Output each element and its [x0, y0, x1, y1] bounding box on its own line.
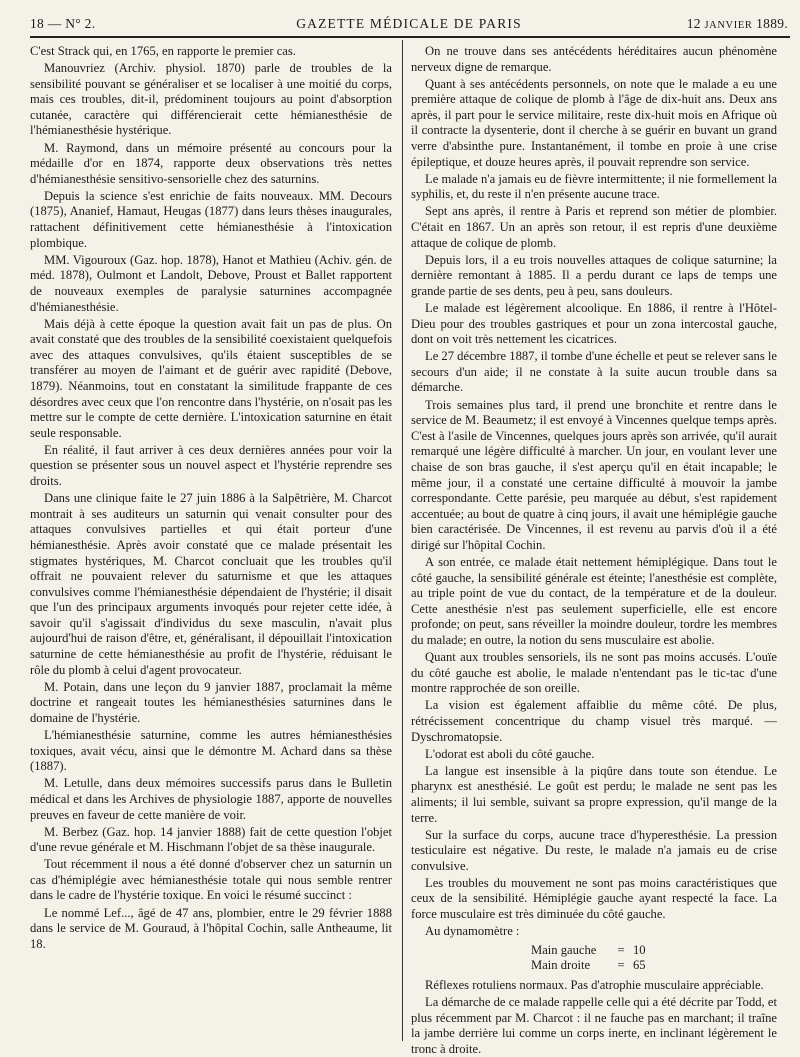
page-header — [30, 12, 788, 36]
paragraph: M. Letulle, dans deux mémoires successifs parus dans le Bulletin médical et dans les Archives de physiologie 1887, apporte de nouvelles preuves en faveur de cette manière de voir. — [30, 776, 392, 822]
paragraph: Quant aux troubles sensoriels, ils ne sont pas moins accusés. L'ouïe du côté gauche est abolie, le malade n'entendant pas le tic-tac d'une montre rapprochée de son oreille. — [411, 650, 777, 696]
paragraph: A son entrée, ce malade était nettement hémiplégique. Dans tout le côté gauche, la sensibilité générale est éteinte; l'anesthésie est complète, au triple point de vue du contact, de la température et de la douleur. Cette anesthésie n'est pas seulement superficielle, elle est encore profonde; on peut, sans réveiller la moindre douleur, tordre les membres du malade; en outre, la notion du sens musculaire est abolie. — [411, 555, 777, 647]
issue-date-day: 12 — [686, 16, 701, 31]
issue-date-month: JANVIER — [704, 20, 753, 31]
dynamometer-label: Main droite — [531, 958, 591, 973]
dynamometer-value: 10 — [633, 942, 646, 957]
paragraph: Depuis la science s'est enrichie de faits nouveaux. MM. Decours (1875), Ananief, Hamaut, Heugas (1877) dans leurs thèses inaugurales, rattachent définitivement cette hémianesthésie à l'intoxication plombique. — [30, 188, 392, 250]
paragraph: La vision est également affaiblie du même côté. De plus, rétrécissement concentrique du champ visuel très marqué. — Dyschromatopsie. — [411, 698, 777, 744]
paragraph: Sept ans après, il rentre à Paris et reprend son métier de plombier. C'était en 1867. Un an après son retour, il est repris d'une deuxième attaque de colique de plomb. — [411, 204, 777, 250]
paragraph: MM. Vigouroux (Gaz. hop. 1878), Hanot et Mathieu (Achiv. gén. de méd. 1878), Oulmont et Landolt, Debove, Proust et Ballet rapportent de nouveaux exemples de paralysie saturnines accompagnée d'hémianesthésie. — [30, 252, 392, 314]
dynamometer-label: Main gauche — [531, 942, 597, 957]
dynamometer-row — [531, 943, 777, 959]
dynamometer-row — [531, 958, 777, 974]
header-rule — [30, 36, 790, 38]
page-number: 18 — N° 2. — [30, 16, 96, 31]
paragraph: La langue est insensible à la piqûre dans toute son étendue. Le pharynx est anesthésié. Le goût est perdu; le malade ne sent pas les aliments; il lui semble, suivant sa propre expression, qu'il mange de la terre. — [411, 763, 777, 825]
paragraph: Le malade est légèrement alcoolique. En 1886, il rentre à l'Hôtel-Dieu pour des troubles gastriques et pour un zona intercostal gauche, dont on voit très nettement les cicatrices. — [411, 301, 777, 347]
paragraph: Les troubles du mouvement ne sont pas moins caractéristiques que ceux de la sensibilité. Hémiplégie gauche ayant respecté la face. La force musculaire est très diminuée du côté gauche. — [411, 875, 777, 922]
paragraph: Sur la surface du corps, aucune trace d'hyperesthésie. La pression testiculaire est négative. Du reste, le malade n'a jamais eu de crise convulsive. — [411, 827, 777, 873]
right-column — [411, 44, 777, 1056]
paragraph: Manouvriez (Archiv. physiol. 1870) parle de troubles de la sensibilité pouvant se généraliser et se localiser à une moitié du corps, mais ces troubles, dit-il, prédominent toujours au point d'absorption cutanée, caractère qui différencierait cette hémianesthésie de l'hémianesthésie hystérique. — [30, 61, 392, 138]
paragraph: Au dynamomètre : — [425, 924, 520, 939]
paragraph: Le malade n'a jamais eu de fièvre intermittente; il nie formellement la syphilis, et, du reste il n'en présente aucune trace. — [411, 171, 777, 202]
paragraph: Tout récemment il nous a été donné d'observer chez un saturnin un cas d'hémiplégie avec hémianesthésie totale qui nous semble rentrer dans le cadre de l'hystérie toxique. En voici le résumé succinct : — [30, 857, 392, 903]
paragraph: L'odorat est aboli du côté gauche. — [425, 746, 595, 761]
paragraph: Trois semaines plus tard, il prend une bronchite et rentre dans le service de M. Beaumetz; il est envoyé à Vincennes quelque temps après. C'est à l'asile de Vincennes, quelques jours après son arrivée, qu'il aurait remarqué une légère difficulté à marcher. Un jour, en voulant lever une chaise de son bras gauche, il s'est aperçu qu'il en était incapable; le même jour, il a constaté une certaine difficulté à mouvoir la jambe correspondante. Cette parésie, peu marquée au début, s'est rapidement accentuée; au bout de quatre à cinq jours, il avait une hémiplégie gauche bien caractérisée. De Vincennes, il est revenu au parvis d'où il a été dirigé sur l'hôpital Cochin. — [411, 397, 777, 552]
dynamometer-table — [531, 943, 777, 974]
paragraph: M. Berbez (Gaz. hop. 14 janvier 1888) fait de cette question l'objet d'une revue générale et M. Hischmann l'objet de sa thèse inaugurale. — [30, 824, 392, 855]
paragraph: Le 27 décembre 1887, il tombe d'une échelle et peut se relever sans le secours d'un aide; il ne constate à la suite aucun trouble dans sa démarche. — [411, 349, 777, 395]
paragraph: Depuis lors, il a eu trois nouvelles attaques de colique saturnine; la dernière remontant à 1885. Il a perdu durant ce laps de temps une grande partie de ses dents, peu à peu, sans douleurs. — [411, 252, 777, 298]
dynamometer-equals: = — [617, 942, 625, 957]
dynamometer-value: 65 — [633, 958, 646, 973]
paragraph: L'hémianesthésie saturnine, comme les autres hémianesthésies toxiques, avait vécu, ainsi que le démontre M. Achard dans sa thèse (1887). — [30, 728, 392, 774]
paragraph: Mais déjà à cette époque la question avait fait un pas de plus. On avait constaté que des troubles de la sensibilité coexistaient quelquefois avec des attaques convulsives, qu'ils étaient susceptibles de se transférer au moyen de l'aimant et de guérir avec rapidité (Debove, 1879). Néanmoins, tout en constatant la similitude frappante de ces désordres avec ceux que l'on rencontre dans l'hystérie, on n'osait pas les mettre sur le compte de cette dernière. L'intoxication saturnine en était seule responsable. — [30, 316, 392, 440]
paragraph: M. Raymond, dans un mémoire présenté au concours pour la médaille d'or en 1874, rapporte deux observations très nettes d'hémianesthésie sensitivo-sensorielle chez des saturnins. — [30, 140, 392, 186]
column-divider — [402, 40, 403, 1041]
paragraph: Dans une clinique faite le 27 juin 1886 à la Salpêtrière, M. Charcot montrait à ses auditeurs un saturnin qui venait consulter pour des attaques convulsives partielles et qui était porteur d'une hémianesthésie. Après avoir constaté que ce malade présentait les stigmates hystériques, M. Charcot concluait que les troubles qu'il offrait ne pouvaient relever du saturnisme et que les attaques convulsives comme l'hémianesthésie dépendaient de l'hystérie; il disait que l'un des principaux arguments invoqués pour rejeter cette idée, à savoir qu'il s'agissait d'individus du sexe masculin, n'avait plus aujourd'hui de raison d'être, et, généralisant, il dépouillait l'intoxication saturnine de cette hémianesthésie au profit de l'hystérie, réduisant le rôle du plomb à celui d'agent provocateur. — [30, 491, 392, 677]
paragraph: En réalité, il faut arriver à ces deux dernières années pour voir la question se présenter sous un nouvel aspect et l'hystérie reprendre ses droits. — [30, 442, 392, 489]
paragraph: Le nommé Lef..., âgé de 47 ans, plombier, entre le 29 février 1888 dans le service de M. Gouraud, à l'hôpital Cochin, salle Antheaume, lit 18. — [30, 905, 392, 951]
paragraph: Réflexes rotuliens normaux. Pas d'atrophie musculaire appréciable. — [425, 977, 764, 992]
left-column — [30, 44, 392, 1045]
issue-date-year: 1889. — [756, 16, 788, 31]
paragraph: La démarche de ce malade rappelle celle qui a été décrite par Todd, et plus récemment par M. Charcot : il ne fauche pas en marchant; il traîne la jambe derrière lui comme un corps inerte, en inclinant légèrement le tronc à droite. — [411, 995, 777, 1056]
paragraph: C'est Strack qui, en 1765, en rapporte le premier cas. — [30, 44, 296, 58]
journal-title: GAZETTE MÉDICALE DE PARIS — [296, 16, 522, 31]
paragraph: M. Potain, dans une leçon du 9 janvier 1887, proclamait la même doctrine et rangeait toutes les hémianesthésies saturnines dans le domaine de l'hystérie. — [30, 679, 392, 725]
paragraph: On ne trouve dans ses antécédents héréditaires aucun phénomène nerveux digne de remarque. — [411, 44, 777, 74]
paragraph: Quant à ses antécédents personnels, on note que le malade a eu une première attaque de colique de plomb à l'âge de dix-huit ans. Deux ans après, il part pour le service militaire, reste dix-huit mois en Afrique où il contracte la dysenterie, dont il cherche à se guérir en buvant un grand verre d'absinthe pure. Instantanément, il tombe en proie à une crise épileptique, et douze heures après, il pouvait reprendre son service. — [411, 76, 777, 169]
dynamometer-equals: = — [617, 958, 625, 973]
issue-date — [687, 16, 788, 32]
